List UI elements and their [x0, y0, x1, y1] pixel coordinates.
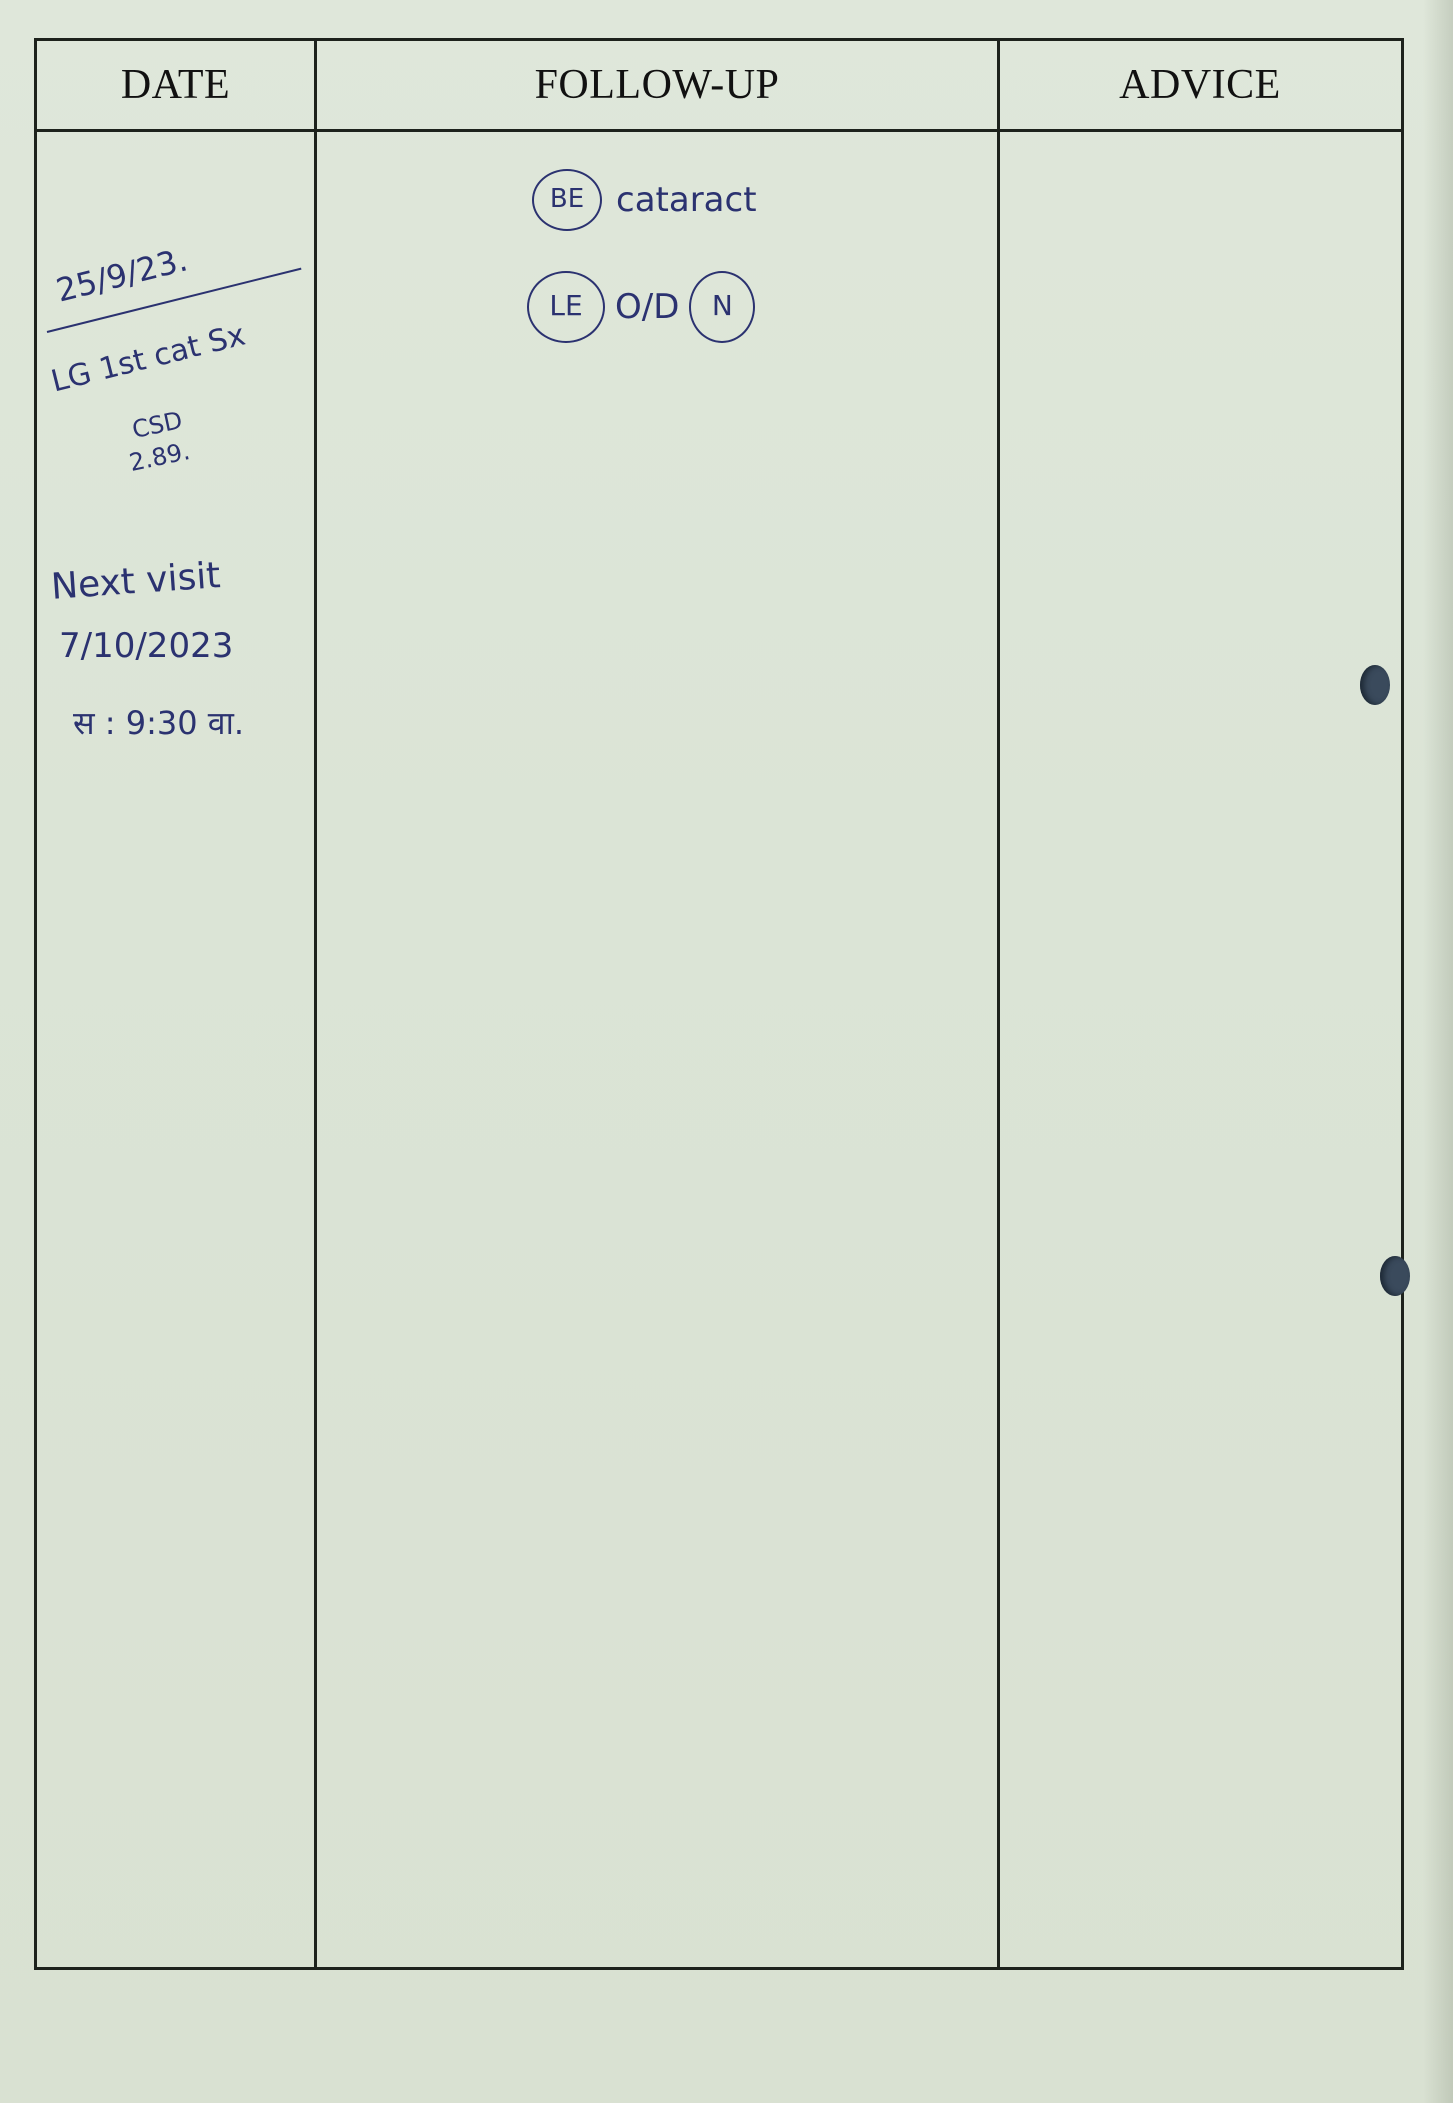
circled-le: LE	[527, 271, 605, 343]
header-date: DATE	[120, 62, 231, 108]
follow-up-diagnosis: cataract	[616, 180, 757, 220]
circled-n: N	[689, 271, 755, 343]
punch-hole-bottom	[1380, 1256, 1410, 1296]
entry-next-visit-label: Next visit	[49, 555, 222, 608]
entry-date: 25/9/23.	[52, 240, 192, 310]
header-advice: ADVICE	[1119, 62, 1281, 108]
header-divider	[37, 129, 1401, 132]
punch-hole-top	[1360, 665, 1390, 705]
circled-be: BE	[532, 169, 602, 231]
entry-procedure: LG 1st cat Sx	[47, 317, 249, 400]
follow-up-line-2	[527, 271, 755, 343]
follow-up-od: O/D	[615, 287, 680, 327]
entry-note-top: CSD	[129, 406, 185, 444]
entry-next-visit-time: स : 9:30 वा.	[73, 704, 245, 742]
entry-next-visit-date: 7/10/2023	[59, 626, 234, 666]
divider-followup-advice	[997, 41, 1000, 1967]
header-follow-up: FOLLOW-UP	[534, 62, 780, 108]
follow-up-line-1	[532, 169, 757, 231]
follow-up-table	[34, 38, 1404, 1970]
entry-note-bottom: 2.89.	[126, 436, 193, 478]
divider-date-followup	[314, 41, 317, 1967]
page-edge-shadow	[1423, 0, 1453, 2103]
